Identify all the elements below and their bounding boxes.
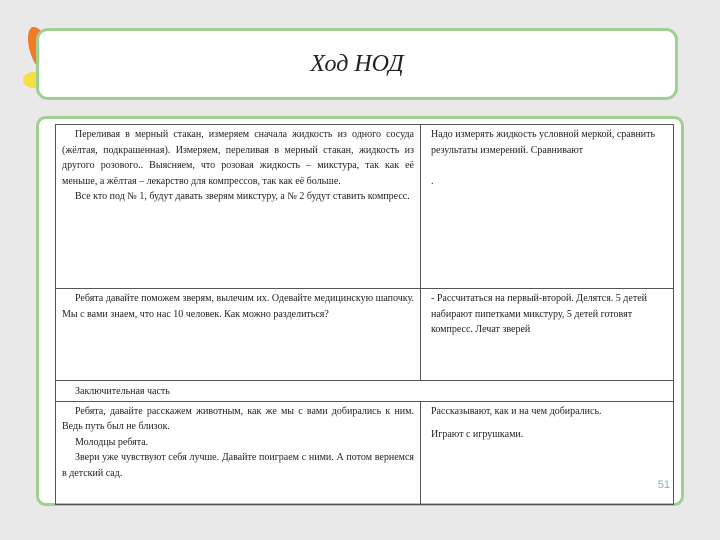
lesson-table [55, 124, 674, 505]
cell-text: Звери уже чувствуют себя лучше. Давайте поиграем с ними. А потом вернемся в детский сад. [62, 452, 414, 479]
teacher-cell [56, 289, 421, 381]
cell-text: Молодцы ребята. [75, 436, 149, 448]
title-box [36, 28, 678, 100]
teacher-cell [56, 401, 421, 504]
cell-text: Надо измерять жидкость условной меркой, сравнить результаты измерений. Сравнивают [431, 129, 656, 156]
cell-text: Ребята, давайте расскажем животным, как же мы с вами добирались к ним. Ведь путь был не близок. [62, 405, 414, 433]
page-number: 51 [657, 479, 670, 491]
section-heading-cell [56, 381, 674, 402]
table-row [56, 289, 674, 381]
table-row [56, 401, 674, 504]
cell-text: Ребята давайте поможем зверям, вылечим их. Одевайте медицинскую шапочку. Мы с вами знаем, что нас 10 человек. Как можно разделиться? [62, 293, 414, 320]
cell-text: Рассказывают, как и на чем добирались. [431, 405, 602, 417]
cell-text: . [431, 176, 434, 188]
section-heading: Заключительная часть [75, 386, 170, 397]
cell-text: Переливая в мерный стакан, измеряем сначала жидкость из одного сосуда (жёлтая, подкрашенная). Измеряем, переливая в мерный стакан, жидкость из другого розового.. Выясняем, что розовая жидкость – микстура, так как её меньше, а жёлтая – лекарство для компрессов, так как её больше. [62, 129, 414, 187]
table-row [56, 125, 674, 289]
cell-text: Все кто под № 1, будут давать зверям микстуру, а № 2 будут ставить компресс. [75, 191, 410, 203]
children-cell [421, 289, 674, 381]
teacher-cell [56, 125, 421, 289]
section-row [56, 381, 674, 402]
children-cell [421, 401, 674, 504]
children-cell [421, 125, 674, 289]
cell-text: Играют с игрушками. [431, 429, 524, 441]
slide-title: Ход НОД [310, 51, 404, 77]
cell-text: - Рассчитаться на первый-второй. Делятся. 5 детей набирают пипетками микстуру, 5 детей готовят компресс. Лечат зверей [431, 293, 647, 336]
